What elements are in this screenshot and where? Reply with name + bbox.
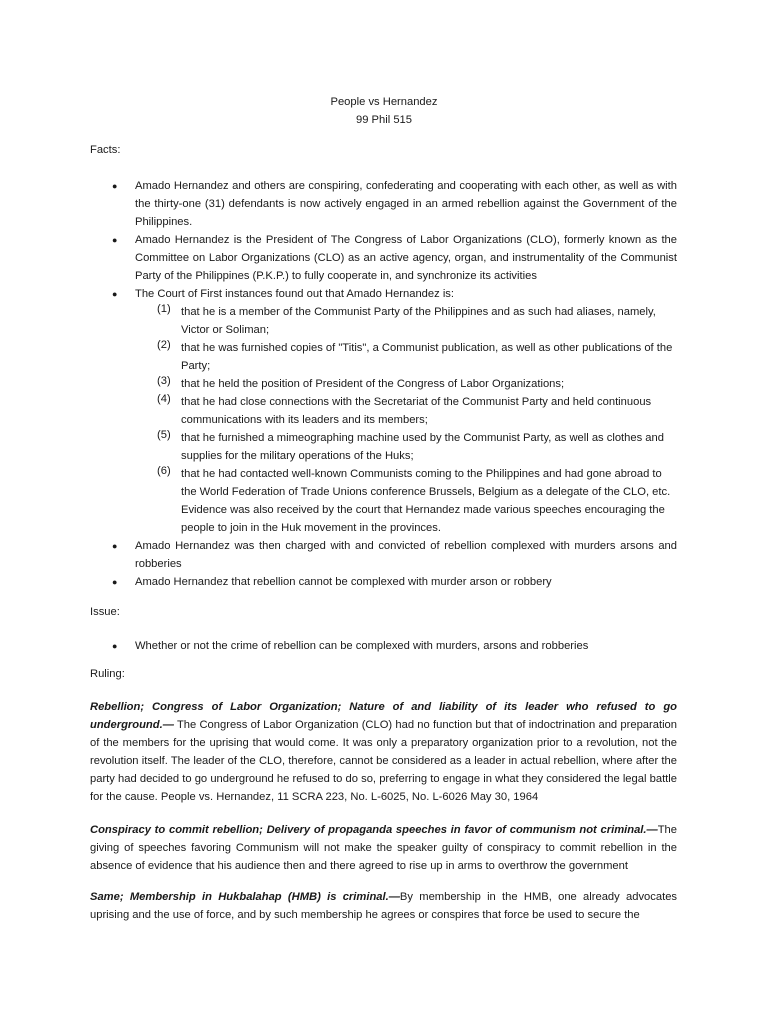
finding-number: (3) bbox=[157, 375, 171, 387]
finding-text: that he furnished a mimeographing machine used by the Communist Party, as well as clothes and supplies for the military operations of the Huks; bbox=[181, 432, 664, 462]
finding-number: (6) bbox=[157, 465, 171, 477]
ruling-paragraph bbox=[90, 698, 677, 806]
finding-text: that he held the position of President of the Congress of Labor Organizations; bbox=[181, 378, 565, 390]
document-title: People vs Hernandez bbox=[330, 96, 438, 108]
fact-item: Amado Hernandez and others are conspiring, confederating and cooperating with each other, as well as with the thirty-one (31) defendants is now actively engaged in an armed rebellion against the Government of the Philippines. bbox=[135, 180, 677, 228]
facts-heading: Facts: bbox=[90, 144, 121, 156]
finding-number: (4) bbox=[157, 393, 171, 405]
finding-text: that he had close connections with the Secretariat of the Communist Party and held continuous communications with its leaders and its members; bbox=[181, 396, 652, 426]
document-citation: 99 Phil 515 bbox=[356, 114, 412, 126]
bullet-icon: ● bbox=[112, 235, 118, 245]
fact-item: Amado Hernandez is the President of The Congress of Labor Organizations (CLO), formerly known as the Committee on Labor Organizations (CLO) as an active agency, organ, and instrumentality of the Communist Party of the Philippines (P.K.P.) to fully cooperate in, and synchronize its activities bbox=[135, 234, 677, 282]
ruling-body: By membership in the HMB, one already advocates uprising and the use of force, and by such membership he agrees or conspires that force be used to secure the bbox=[90, 891, 678, 921]
ruling-body: The Congress of Labor Organization (CLO) had no function but that of indoctrination and preparation of the members for the uprising that would come. It was only a preparatory organization prior to a revolution, not the revolution itself. The leader of the CLO, therefore, cannot be considered as a leader in actual rebellion, where after the party had decided to go underground he refused to do so, preferring to engage in what they considered the legal battle for the cause. People vs. Hernandez, 11 SCRA 223, No. L-6025, No. L-6026 May 30, 1964 bbox=[90, 719, 677, 803]
ruling-paragraph bbox=[90, 821, 677, 875]
finding-text: that he is a member of the Communist Party of the Philippines and as such had aliases, namely, Victor or Soliman; bbox=[181, 306, 656, 336]
ruling-heading: Ruling: bbox=[90, 668, 125, 680]
bullet-icon: ● bbox=[112, 541, 118, 551]
ruling-paragraph bbox=[90, 888, 677, 924]
ruling-headnote: Rebellion; Congress of Labor Organization; Nature of and liability of its leader who refused to go underground.— bbox=[90, 701, 677, 731]
fact-item: The Court of First instances found out that Amado Hernandez is: bbox=[135, 288, 455, 300]
finding-number: (5) bbox=[157, 429, 171, 441]
finding-text: that he had contacted well-known Communists coming to the Philippines and had gone abroad to the World Federation of Trade Unions conference Brussels, Belgium as a delegate of the CLO, etc. Evidence was also received by the court that Hernandez made various speeches encouraging the people to join in the Huk movement in the provinces. bbox=[181, 468, 671, 534]
fact-item: Amado Hernandez was then charged with and convicted of rebellion complexed with murders arsons and robberies bbox=[135, 540, 677, 570]
finding-number: (1) bbox=[157, 303, 171, 315]
ruling-body: The giving of speeches favoring Communism will not make the speaker guilty of conspiracy to commit rebellion in the absence of evidence that his audience then and there agreed to rise up in arms to overthrow the government bbox=[90, 824, 677, 872]
finding-text: that he was furnished copies of "Titis", a Communist publication, as well as other publications of the Party; bbox=[181, 342, 673, 372]
issue-item: Whether or not the crime of rebellion can be complexed with murders, arsons and robberies bbox=[135, 640, 589, 652]
finding-number: (2) bbox=[157, 339, 171, 351]
ruling-headnote: Conspiracy to commit rebellion; Delivery of propaganda speeches in favor of communism not criminal.— bbox=[90, 824, 658, 836]
issue-heading: Issue: bbox=[90, 606, 120, 618]
ruling-headnote: Same; Membership in Hukbalahap (HMB) is criminal.— bbox=[90, 891, 400, 903]
bullet-icon: ● bbox=[112, 641, 118, 651]
bullet-icon: ● bbox=[112, 577, 118, 587]
bullet-icon: ● bbox=[112, 289, 118, 299]
fact-item: Amado Hernandez that rebellion cannot be complexed with murder arson or robbery bbox=[135, 576, 552, 588]
bullet-icon: ● bbox=[112, 181, 118, 191]
